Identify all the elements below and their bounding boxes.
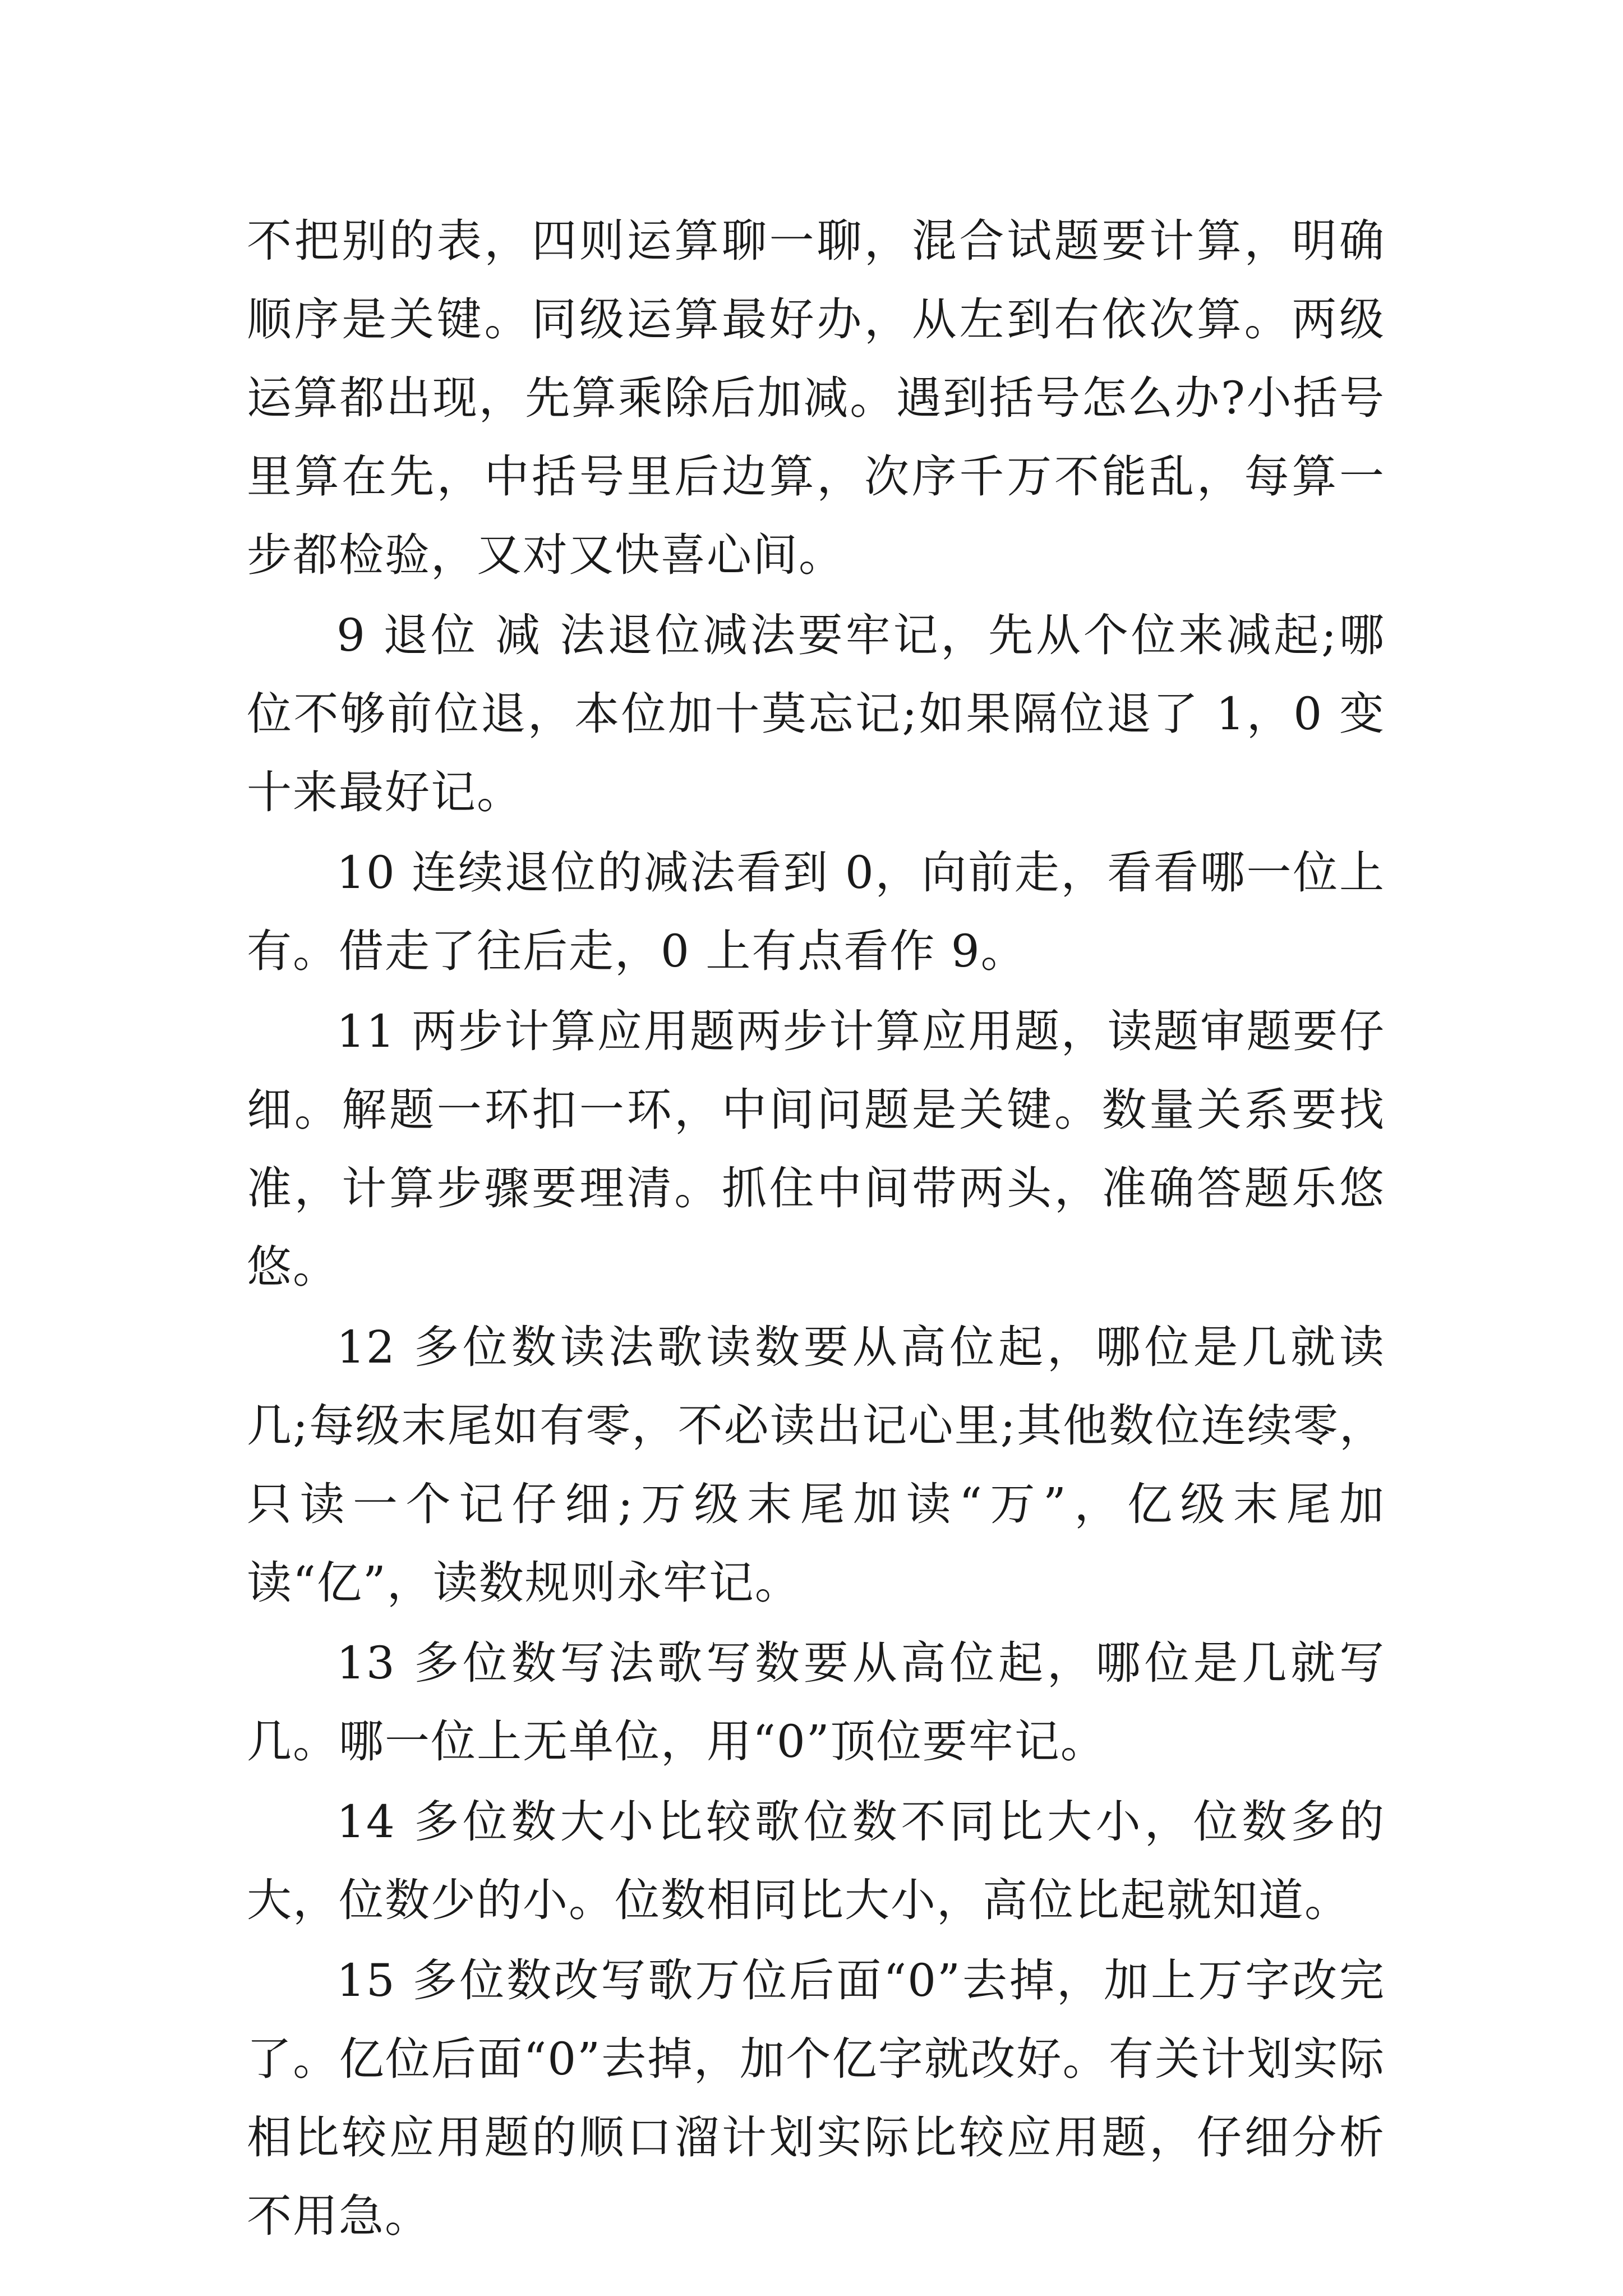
document-body xyxy=(247,202,1385,2257)
paragraph-8: 15 多位数改写歌万位后面“0”去掉，加上万字改完了。亿位后面“0”去掉，加个亿字就改好。有关计划实际相比较应用题的顺口溜计划实际比较应用题，仔细分析不用急。 xyxy=(247,1954,1385,2242)
paragraph-5: 12 多位数读法歌读数要从高位起，哪位是几就读几;每级末尾如有零，不必读出记心里;其他数位连续零，只读一个记仔细;万级末尾加读“万”，亿级末尾加读“亿”，读数规则永牢记。 xyxy=(247,1321,1385,1609)
paragraph-3: 10 连续退位的减法看到 0，向前走，看看哪一位上有。借走了往后走，0 上有点看作 9。 xyxy=(247,846,1385,977)
paragraph-6: 13 多位数写法歌写数要从高位起，哪位是几就写几。哪一位上无单位，用“0”顶位要牢记。 xyxy=(247,1637,1385,1768)
paragraph-2: 9 退位 减 法退位减法要牢记，先从个位来减起;哪位不够前位退，本位加十莫忘记;如果隔位退了 1，0 变十来最好记。 xyxy=(247,609,1385,818)
paragraph-4: 11 两步计算应用题两步计算应用题，读题审题要仔细。解题一环扣一环，中间问题是关键。数量关系要找准，计算步骤要理清。抓住中间带两头，准确答题乐悠悠。 xyxy=(247,1005,1385,1293)
paragraph-1: 不把别的表，四则运算聊一聊，混合试题要计算，明确顺序是关键。同级运算最好办，从左到右依次算。两级运算都出现，先算乘除后加减。遇到括号怎么办?小括号里算在先，中括号里后边算，次序千万不能乱，每算一步都检验，又对又快喜心间。 xyxy=(247,215,1385,581)
paragraph-7: 14 多位数大小比较歌位数不同比大小，位数多的大，位数少的小。位数相同比大小，高位比起就知道。 xyxy=(247,1796,1385,1926)
